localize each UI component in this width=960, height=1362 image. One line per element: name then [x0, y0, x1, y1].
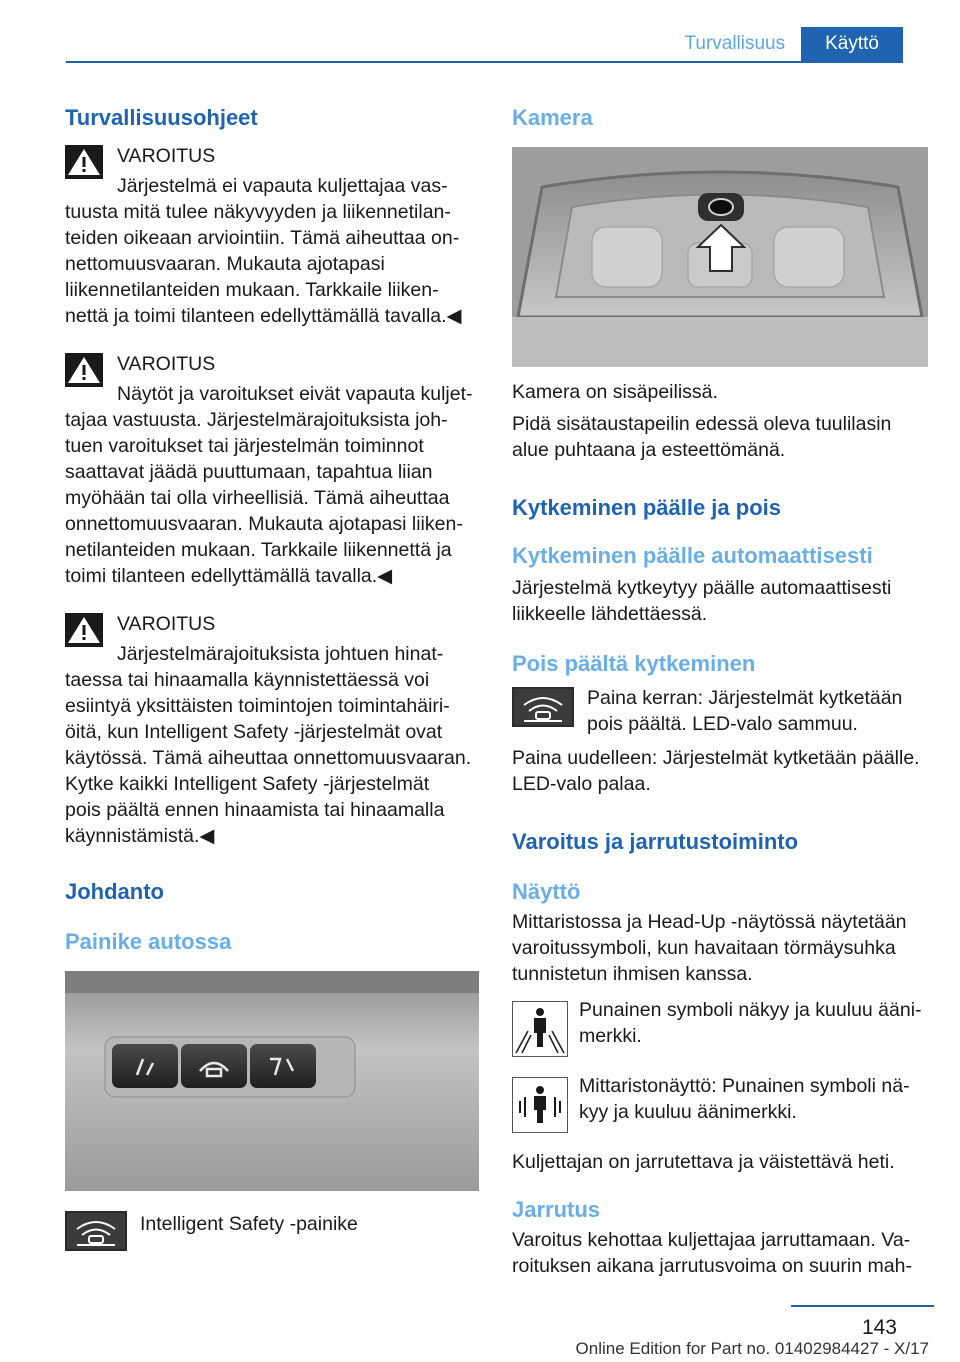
- switch-off-text: pois päältä. LED-valo sammuu.: [587, 713, 858, 735]
- footer-rule: [791, 1305, 934, 1307]
- switch-off-row: [512, 685, 928, 737]
- header-tabs: [668, 27, 903, 61]
- cluster-symbol-row: [512, 1073, 928, 1135]
- warning-triangle-icon: [65, 145, 103, 179]
- display-text: varoitussymboli, kun havaitaan törmäysuhka: [512, 937, 896, 959]
- warning-label: VAROITUS: [117, 613, 216, 635]
- display-text: Mittaristossa ja Head-Up -näytössä näytetään: [512, 911, 907, 933]
- pedestrian-sound-warning-icon: [512, 1077, 568, 1133]
- warning-text-line: liikennetilanteiden mukaan. Tarkkaile liiken-: [65, 279, 439, 301]
- button-caption-row: [65, 1209, 479, 1253]
- driver-action-text: Kuljettajan on jarrutettava ja väistettävä heti.: [512, 1151, 895, 1173]
- braking-text: roituksen aikana jarrutusvoima on suurin mah-: [512, 1255, 912, 1277]
- warning-text-first-line: Järjestelmä ei vapauta kuljettajaa vas-: [117, 175, 448, 197]
- left-column: [65, 100, 479, 1253]
- page-number: 143: [861, 1316, 897, 1339]
- section-title-safety-instructions: Turvallisuusohjeet: [65, 105, 258, 130]
- warning-text-first-line: Järjestelmärajoituksista johtuen hinat-: [117, 643, 444, 665]
- subsection-title-button-in-car: Painike autossa: [65, 929, 232, 954]
- warning-label: VAROITUS: [117, 145, 216, 167]
- warning-text-line: netilanteiden mukaan. Tarkkaile liikennettä ja: [65, 539, 452, 561]
- camera-text: Kamera on sisäpeilissä.: [512, 381, 718, 403]
- warning-block-1: [65, 143, 479, 329]
- warning-text-line: tajaa vastuusta. Järjestelmärajoituksista joh-: [65, 409, 448, 431]
- subsection-title-braking: Jarrutus: [512, 1197, 601, 1222]
- warning-text-line: onnettomuusvaaran. Mukauta ajotapasi liiken-: [65, 513, 463, 535]
- warning-text-line: esiintyä yksittäisten toimintojen toimintahäiri-: [65, 695, 450, 717]
- section-title-warning-braking: Varoitus ja jarrutustoiminto: [512, 829, 799, 854]
- warning-text-line: käynnistämistä.◀: [65, 825, 215, 847]
- warning-text-line: nettä ja toimi tilanteen edellyttämällä tavalla.◀: [65, 305, 462, 327]
- header-rule: [66, 61, 903, 63]
- warning-text-line: saattavat jäädä puuttumaan, tapahtua liian: [65, 461, 433, 483]
- switch-off-text: Paina kerran: Järjestelmät kytketään: [587, 687, 903, 709]
- intelligent-safety-button-icon: [512, 687, 574, 727]
- cluster-symbol-text: kyy ja kuuluu äänimerkki.: [579, 1101, 797, 1123]
- section-tab[interactable]: Turvallisuus: [684, 33, 786, 54]
- section-title-on-off: Kytkeminen päälle ja pois: [512, 495, 781, 520]
- auto-on-text: liikkeelle lähdettäessä.: [512, 603, 708, 625]
- warning-text-line: Kytke kaikki Intelligent Safety -järjestelmät: [65, 773, 430, 795]
- section-title-introduction: Johdanto: [65, 879, 164, 904]
- camera-text: alue puhtaana ja esteettömänä.: [512, 439, 786, 461]
- subsection-title-display: Näyttö: [512, 879, 581, 904]
- switch-on-again-text: LED-valo palaa.: [512, 773, 651, 795]
- section-title-camera: Kamera: [512, 105, 593, 130]
- right-column: [512, 100, 928, 1279]
- warning-text-line: teiden oikeaan arviointiin. Tämä aiheuttaa on-: [65, 227, 460, 249]
- button-panel-photo: [65, 971, 479, 1191]
- switch-on-again-text: Paina uudelleen: Järjestelmät kytketään päälle.: [512, 747, 920, 769]
- intelligent-safety-button-icon: [65, 1211, 127, 1251]
- warning-block-3: [65, 611, 479, 849]
- warning-block-2: [65, 351, 479, 589]
- warning-text-line: toimi tilanteen edellyttämällä tavalla.◀: [65, 565, 393, 587]
- warning-text-line: myöhään tai olla virheellisiä. Tämä aiheuttaa: [65, 487, 450, 509]
- pedestrian-warning-icon: [512, 1001, 568, 1057]
- warning-text-line: pois päältä ennen hinaamista tai hinaamalla: [65, 799, 445, 821]
- button-caption: Intelligent Safety -painike: [140, 1213, 358, 1235]
- warning-text-first-line: Näytöt ja varoitukset eivät vapauta kuljet-: [117, 383, 473, 405]
- red-symbol-row: [512, 997, 928, 1059]
- warning-text-line: tuusta mitä tulee näkyvyyden ja liikennetilan-: [65, 201, 451, 223]
- active-chapter-tab[interactable]: Käyttö: [801, 27, 903, 61]
- edition-footer: Online Edition for Part no. 01402984427 - X/17: [575, 1339, 929, 1358]
- auto-on-text: Järjestelmä kytkeytyy päälle automaattisesti: [512, 577, 892, 599]
- warning-text-line: öitä, kun Intelligent Safety -järjestelmät ovat: [65, 721, 443, 743]
- red-symbol-text: merkki.: [579, 1025, 642, 1047]
- warning-text-line: tuen varoitukset tai järjestelmän toiminnot: [65, 435, 424, 457]
- subsection-title-switch-off: Pois päältä kytkeminen: [512, 651, 756, 676]
- warning-triangle-icon: [65, 613, 103, 647]
- red-symbol-text: Punainen symboli näkyy ja kuuluu ääni-: [579, 999, 922, 1021]
- warning-text-line: käytössä. Tämä aiheuttaa onnettomuusvaaran.: [65, 747, 472, 769]
- warning-triangle-icon: [65, 353, 103, 387]
- warning-label: VAROITUS: [117, 353, 216, 375]
- subsection-title-auto-on: Kytkeminen päälle automaattisesti: [512, 543, 873, 568]
- braking-text: Varoitus kehottaa kuljettajaa jarruttamaan. Va-: [512, 1229, 911, 1251]
- cluster-symbol-text: Mittaristonäyttö: Punainen symboli nä-: [579, 1075, 910, 1097]
- display-text: tunnistetun ihmisen kanssa.: [512, 963, 753, 985]
- camera-text: Pidä sisätaustapeilin edessä oleva tuulilasin: [512, 413, 892, 435]
- warning-text-line: taessa tai hinaamalla käynnistettäessä voi: [65, 669, 430, 691]
- camera-location-photo: [512, 147, 928, 367]
- warning-text-line: nettomuusvaaran. Mukauta ajotapasi: [65, 253, 385, 275]
